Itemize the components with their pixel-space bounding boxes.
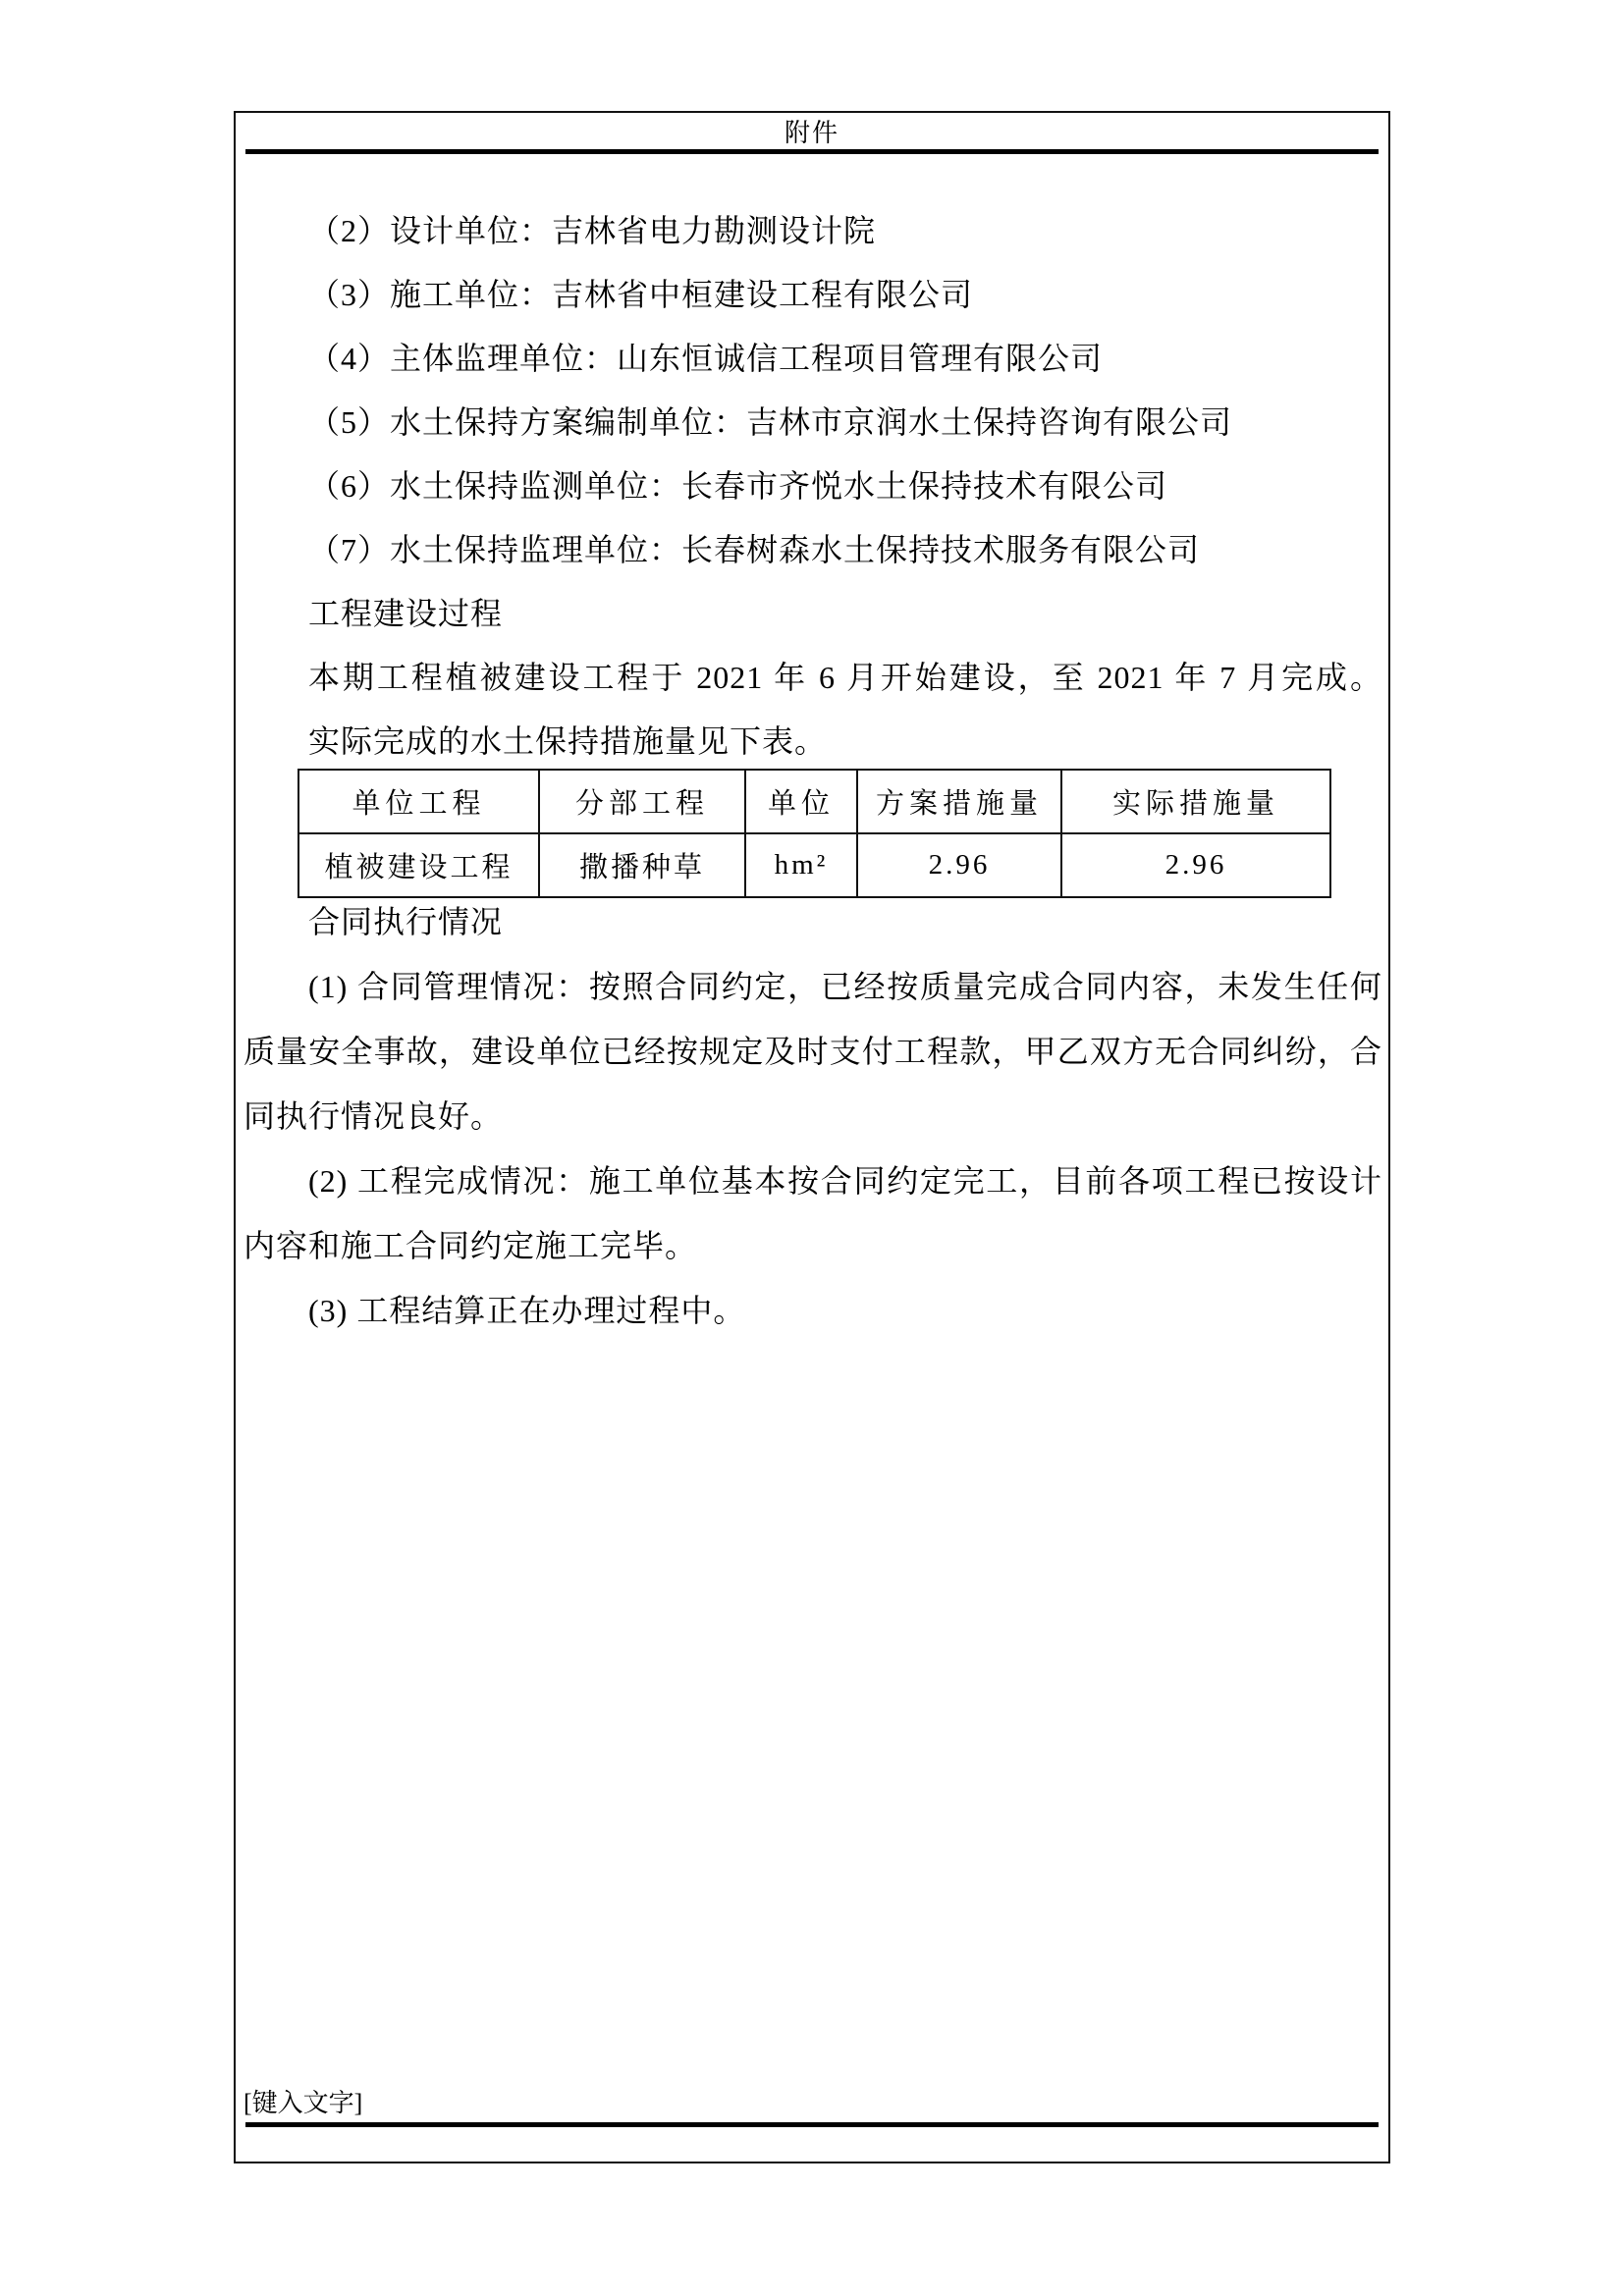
table-row — [298, 833, 1330, 897]
body-text-block-upper — [244, 199, 1382, 774]
text-line: （5）水土保持方案编制单位：吉林市京润水土保持咨询有限公司 — [308, 404, 1233, 440]
text-line: （2）设计单位：吉林省电力勘测设计院 — [308, 213, 877, 248]
table-header-cell: 单位工程 — [298, 770, 539, 833]
header-title: 附件 — [784, 119, 839, 147]
text-line: （3）施工单位：吉林省中桓建设工程有限公司 — [308, 277, 974, 312]
header-rule — [245, 149, 1379, 154]
text-line: (3) 工程结算正在办理过程中。 — [308, 1293, 746, 1328]
text-line: 质量安全事故，建设单位已经按规定及时支付工程款，甲乙双方无合同纠纷，合 — [244, 1034, 1382, 1069]
text-line: （7）水土保持监理单位：长春树森水土保持技术服务有限公司 — [308, 532, 1201, 567]
table-header-row — [298, 770, 1330, 833]
body-text-block-lower — [244, 889, 1382, 1343]
table-cell: hm² — [745, 833, 857, 897]
text-line: 合同执行情况 — [308, 904, 504, 939]
text-line: （6）水土保持监测单位：长春市齐悦水土保持技术有限公司 — [308, 468, 1168, 504]
footer-placeholder: [键入文字] — [244, 2089, 363, 2117]
text-line: 实际完成的水土保持措施量见下表。 — [308, 723, 828, 759]
text-line: 同执行情况良好。 — [244, 1098, 504, 1134]
text-line: (1) 合同管理情况：按照合同约定，已经按质量完成合同内容，未发生任何 — [308, 969, 1382, 1004]
table-cell: 2.96 — [857, 833, 1061, 897]
table-header-cell: 分部工程 — [539, 770, 745, 833]
footer-rule — [245, 2122, 1379, 2127]
measures-table — [298, 769, 1331, 898]
table-cell: 植被建设工程 — [298, 833, 539, 897]
text-line: （4）主体监理单位：山东恒诚信工程项目管理有限公司 — [308, 341, 1104, 376]
text-line: 工程建设过程 — [308, 596, 504, 631]
document-page — [234, 111, 1390, 2163]
text-line: (2) 工程完成情况：施工单位基本按合同约定完工，目前各项工程已按设计 — [308, 1163, 1382, 1199]
table-cell: 撒播种草 — [539, 833, 745, 897]
table-header-cell: 方案措施量 — [857, 770, 1061, 833]
table-header-cell: 单位 — [745, 770, 857, 833]
text-line: 内容和施工合同约定施工完毕。 — [244, 1228, 698, 1263]
text-line: 本期工程植被建设工程于 2021 年 6 月开始建设，至 2021 年 7 月完成。 — [308, 660, 1382, 695]
table-header-cell: 实际措施量 — [1061, 770, 1330, 833]
table-cell: 2.96 — [1061, 833, 1330, 897]
